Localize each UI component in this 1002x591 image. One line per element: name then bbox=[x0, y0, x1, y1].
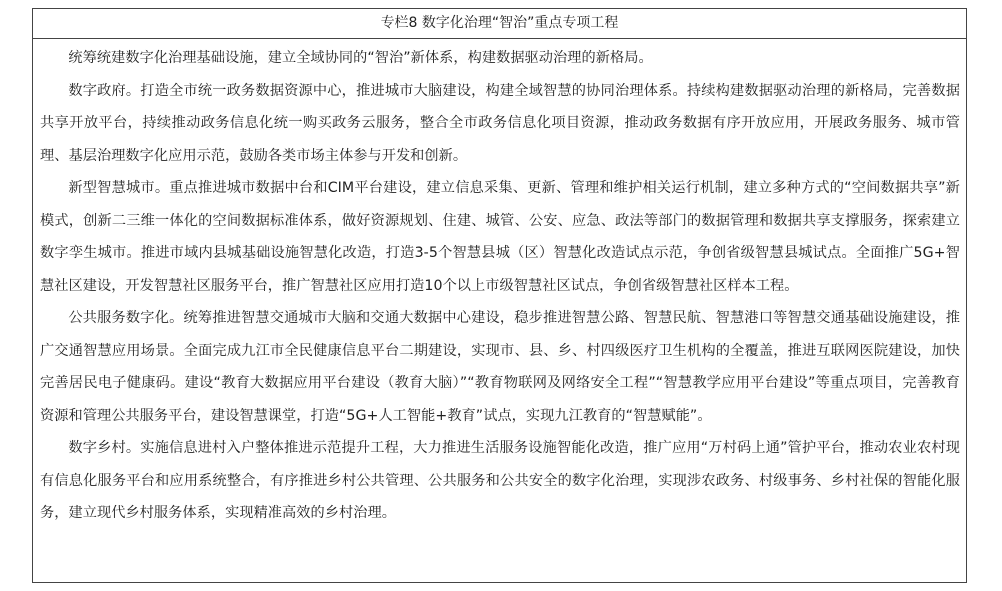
paragraph-smart-city: 新型智慧城市。重点推进城市数据中台和CIM平台建设，建立信息采集、更新、管理和维护相关运行机制，建立多种方式的“空间数据共享”新模式，创新二三维一体化的空间数据标准体系，做好资源规划、住建、城管、公安、应急、政法等部门的数据管理和数据共享支撑服务，探索建立数字孪生城市。推进市域内县城基础设施智慧化改造，打造3-5个智慧县城（区）智慧化改造试点示范，争创省级智慧县城试点。全面推广5G+智慧社区建设，开发智慧社区服务平台，推广智慧社区应用打造10个以上市级智慧社区试点，争创省级智慧社区样本工程。 bbox=[40, 180, 960, 294]
box-body bbox=[33, 39, 966, 530]
paragraph-public-service: 公共服务数字化。统筹推进智慧交通城市大脑和交通大数据中心建设，稳步推进智慧公路、智慧民航、智慧港口等智慧交通基础设施建设，推广交通智慧应用场景。全面完成九江市全民健康信息平台二期建设，实现市、县、乡、村四级医疗卫生机构的全覆盖，推进互联网医院建设，加快完善居民电子健康码。建设“教育大数据应用平台建设（教育大脑）”“教育物联网及网络安全工程”“智慧教学应用平台建设”等重点项目，完善教育资源和管理公共服务平台，建设智慧课堂，打造“5G+人工智能+教育”试点，实现九江教育的“智慧赋能”。 bbox=[40, 310, 960, 424]
paragraph-digital-government: 数字政府。打造全市统一政务数据资源中心，推进城市大脑建设，构建全域智慧的协同治理体系。持续构建数据驱动治理的新格局，完善数据共享开放平台，持续推动政务信息化统一购买政务云服务，整合全市政务信息化项目资源，推动政务数据有序开放应用，开展政务服务、城市管理、基层治理数字化应用示范，鼓励各类市场主体参与开发和创新。 bbox=[40, 82, 960, 164]
paragraph-digital-village: 数字乡村。实施信息进村入户整体推进示范提升工程，大力推进生活服务设施智能化改造，推广应用“万村码上通”管护平台，推动农业农村现有信息化服务平台和应用系统整合，有序推进乡村公共管理、公共服务和公共安全的数字化治理，实现涉农政务、村级事务、乡村社保的智能化服务，建立现代乡村服务体系，实现精准高效的乡村治理。 bbox=[40, 440, 960, 521]
project-box bbox=[32, 8, 967, 583]
box-title: 专栏8 数字化治理“智治”重点专项工程 bbox=[33, 9, 966, 39]
paragraph-intro: 统筹统建数字化治理基础设施，建立全域协同的“智治”新体系，构建数据驱动治理的新格局。 bbox=[68, 50, 653, 66]
